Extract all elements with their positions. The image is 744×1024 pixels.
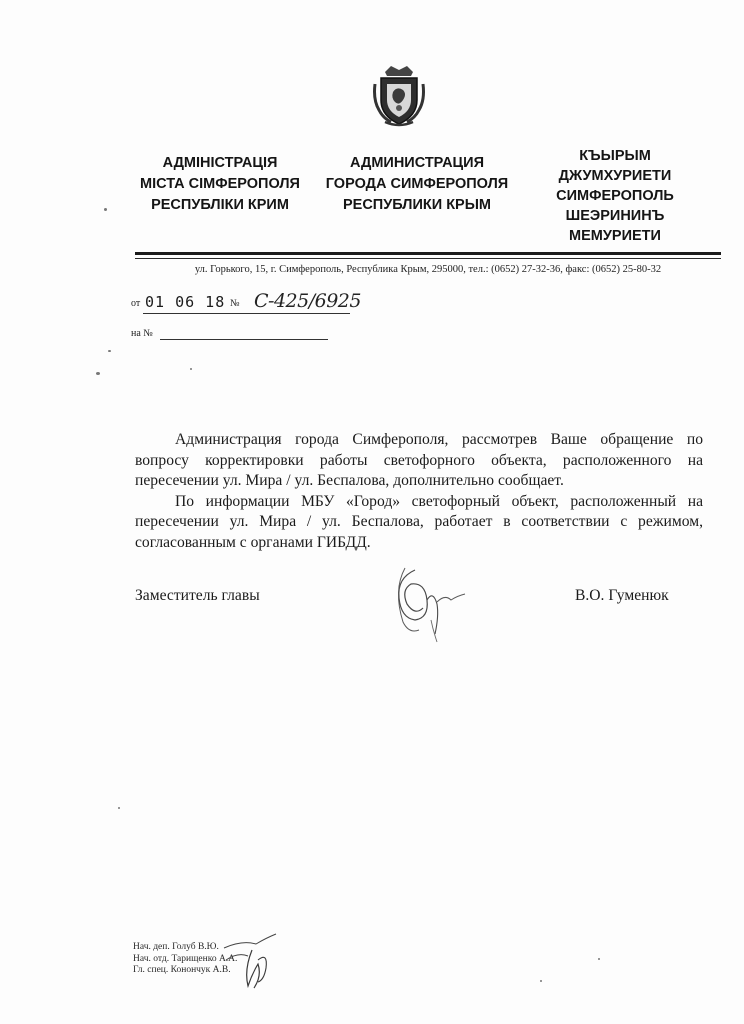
- number-label: №: [230, 298, 240, 309]
- header-left-line-3: РЕСПУБЛІКИ КРИМ: [151, 197, 289, 213]
- scan-speck: [108, 350, 111, 352]
- executor-line-2: Нач. отд. Тарищенко А.А.: [133, 953, 238, 964]
- header-divider-thick: [135, 252, 721, 255]
- initials-signature-icon: [222, 930, 280, 992]
- header-center-line-3: РЕСПУБЛИКИ КРЫМ: [342, 197, 491, 213]
- letter-body: [135, 430, 703, 553]
- from-label: от: [131, 298, 141, 309]
- header-left-line-1: АДМІНІСТРАЦІЯ: [162, 155, 278, 171]
- header-center-line-1: АДМИНИСТРАЦИЯ: [349, 155, 484, 171]
- executor-line-3: Гл. спец. Конончук А.В.: [133, 965, 231, 975]
- body-paragraph-1: Администрация города Симферополя, рассмотрев Ваше обращение по вопросу корректировки работы светофорного объекта, расположенного на пересечении ул. Мира / ул. Беспалова, дополнительно сообщает.: [135, 431, 703, 489]
- header-right-line-1: КЪЫРЫМ: [579, 148, 651, 164]
- body-paragraph-2: По информации МБУ «Город» светофорный объект, расположенный на пересечении ул. Мира / ул. Беспалова, работает в соответствии с режимом, согласованным с органами ГИБДД.: [135, 492, 703, 551]
- scan-speck: [118, 807, 120, 809]
- scan-speck: [96, 372, 100, 375]
- header-right-line-4: ШЕЭРИНИНЪ: [565, 208, 665, 224]
- registration-underline: [143, 313, 350, 314]
- signatory-title: Заместитель главы: [135, 587, 260, 604]
- reference-label: на №: [131, 328, 153, 339]
- registration-date: 01 06 18: [145, 293, 226, 311]
- address-line: ул. Горького, 15, г. Симферополь, Республика Крым, 295000, тел.: (0652) 27-32-36, факс: (0652) 25-80-32: [194, 264, 662, 275]
- header-ukrainian: [120, 153, 320, 216]
- reference-underline: [160, 339, 328, 340]
- scan-speck: [598, 958, 600, 960]
- header-divider-thin: [135, 258, 721, 259]
- header-center-line-2: ГОРОДА СИМФЕРОПОЛЯ: [325, 176, 509, 192]
- handwritten-signature-icon: [385, 560, 470, 645]
- header-right-line-2: ДЖУМХУРИЕТИ: [558, 168, 672, 184]
- header-russian: [312, 153, 522, 216]
- registration-number: С-425/6925: [254, 290, 361, 312]
- scan-speck: [540, 980, 542, 982]
- header-right-line-3: СИМФЕРОПОЛЬ: [556, 188, 674, 204]
- header-right-line-5: МЕМУРИЕТИ: [569, 228, 661, 244]
- scan-speck: [190, 368, 192, 370]
- coat-of-arms-icon: [371, 64, 427, 128]
- executor-line-1: Нач. деп. Голуб В.Ю.: [133, 942, 219, 952]
- header-crimean-tatar: [530, 146, 700, 246]
- scan-speck: [104, 208, 107, 211]
- header-left-line-2: МІСТА СІМФЕРОПОЛЯ: [140, 176, 300, 192]
- signatory-name: В.О. Гуменюк: [575, 587, 669, 604]
